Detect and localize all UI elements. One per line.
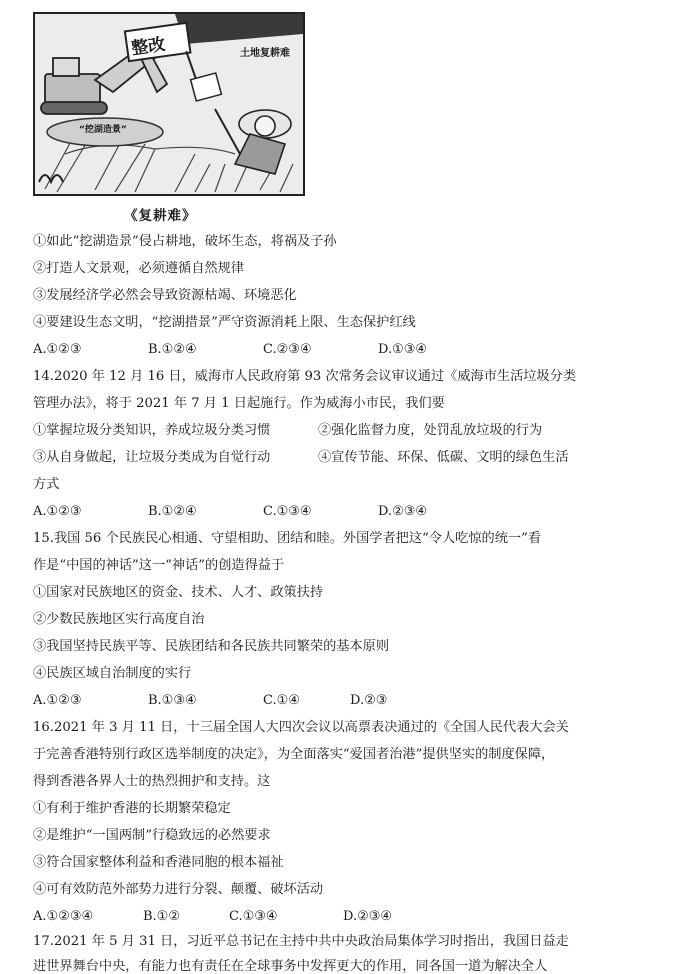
q14-options xyxy=(33,505,427,518)
q13-statement-3: ③发展经济学必然会导致资源枯竭、环境恶化 xyxy=(33,288,297,303)
q13-statement-2: ②打造人文景观，必须遵循自然规律 xyxy=(33,261,244,276)
q16-option-b[interactable]: B.①② xyxy=(143,909,180,924)
q14-statement-3: ③从自身做起，让垃圾分类成为自觉行动 xyxy=(33,450,271,465)
q15-option-d[interactable]: D.②③ xyxy=(350,693,388,708)
q14-option-c[interactable]: C.①③④ xyxy=(263,504,312,519)
q16-stem-line-3: 得到香港各界人士的热烈拥护和支持。这 xyxy=(33,774,271,789)
q15-stem-line-2: 作是“中国的神话”这一“神话”的创造得益于 xyxy=(33,558,285,573)
q14-stem-line-2: 管理办法》，将于 2021 年 7 月 1 日起施行。作为威海小市民，我们要 xyxy=(33,396,445,411)
q16-statement-3: ③符合国家整体利益和香港同胞的根本福祉 xyxy=(33,855,284,870)
cartoon-image xyxy=(33,12,305,196)
q13-option-d[interactable]: D.①③④ xyxy=(378,342,428,357)
q13-option-a[interactable]: A.①②③ xyxy=(33,342,82,357)
cartoon-drawing xyxy=(35,14,303,194)
q14-option-a[interactable]: A.①②③ xyxy=(33,504,82,519)
q17-stem-line-1: 17.2021 年 5 月 31 日，习近平总书记在主持中共中央政治局集体学习时指出，我国日益走 xyxy=(33,934,569,949)
q15-options xyxy=(33,694,387,707)
q15-statement-2: ②少数民族地区实行高度自治 xyxy=(33,612,205,627)
cartoon-side-label: 土地复耕难 xyxy=(240,48,290,59)
q14-statement-4: ④宣传节能、环保、低碳、文明的绿色生活 xyxy=(318,450,569,465)
q14-statement-2: ②强化监督力度，处罚乱放垃圾的行为 xyxy=(318,423,543,438)
q15-statement-3: ③我国坚持民族平等、民族团结和各民族共同繁荣的基本原则 xyxy=(33,639,390,654)
q15-option-c[interactable]: C.①④ xyxy=(263,693,300,708)
q15-statement-4: ④民族区域自治制度的实行 xyxy=(33,666,192,681)
cartoon-sign-text: 整改 xyxy=(130,34,167,60)
q15-statement-1: ①国家对民族地区的资金、技术、人才、政策扶持 xyxy=(33,585,324,600)
q13-option-b[interactable]: B.①②④ xyxy=(148,342,197,357)
q13-statement-4: ④要建设生态文明，“挖湖措景”严守资源消耗上限、生态保护红线 xyxy=(33,315,416,330)
q15-option-b[interactable]: B.①③④ xyxy=(148,693,197,708)
q16-stem-line-1: 16.2021 年 3 月 11 日，十三届全国人大四次会议以高票表决通过的《全国人民代表大会关 xyxy=(33,720,569,735)
q16-statement-4: ④可有效防范外部势力进行分裂、颠覆、破坏活动 xyxy=(33,882,324,897)
q14-statement-4-cont: 方式 xyxy=(33,477,60,492)
q13-statement-1: ①如此“挖湖造景”侵占耕地，破坏生态，将祸及子孙 xyxy=(33,234,337,249)
q16-options xyxy=(33,910,392,923)
q16-option-a[interactable]: A.①②③④ xyxy=(33,909,94,924)
q16-statement-2: ②是维护“一国两制”行稳致远的必然要求 xyxy=(33,828,271,843)
q16-stem-line-2: 于完善香港特别行政区选举制度的决定》，为全面落实“爱国者治港”提供坚实的制度保障， xyxy=(33,747,555,762)
q15-stem-line-1: 15.我国 56 个民族民心相通、守望相助、团结和睦。外国学者把这“令人吃惊的统一”看 xyxy=(33,531,541,546)
q13-option-c[interactable]: C.②③④ xyxy=(263,342,312,357)
cartoon-caption: 《复耕难》 xyxy=(124,208,197,224)
q14-statement-1: ①掌握垃圾分类知识，养成垃圾分类习惯 xyxy=(33,423,271,438)
q14-option-d[interactable]: D.②③④ xyxy=(378,504,428,519)
q14-stem-line-1: 14.2020 年 12 月 16 日，威海市人民政府第 93 次常务会议审议通过《威海市生活垃圾分类 xyxy=(33,369,577,384)
q16-option-d[interactable]: D.②③④ xyxy=(343,909,393,924)
cartoon-excavator-label: “挖湖造景” xyxy=(79,125,127,135)
q16-option-c[interactable]: C.①③④ xyxy=(229,909,278,924)
q16-statement-1: ①有利于维护香港的长期繁荣稳定 xyxy=(33,801,231,816)
q14-option-b[interactable]: B.①②④ xyxy=(148,504,197,519)
q17-stem-line-2: 进世界舞台中央，有能力也有责任在全球事务中发挥更大的作用，同各国一道为解决全人 xyxy=(33,959,548,974)
q15-option-a[interactable]: A.①②③ xyxy=(33,693,82,708)
q13-options xyxy=(33,343,427,356)
